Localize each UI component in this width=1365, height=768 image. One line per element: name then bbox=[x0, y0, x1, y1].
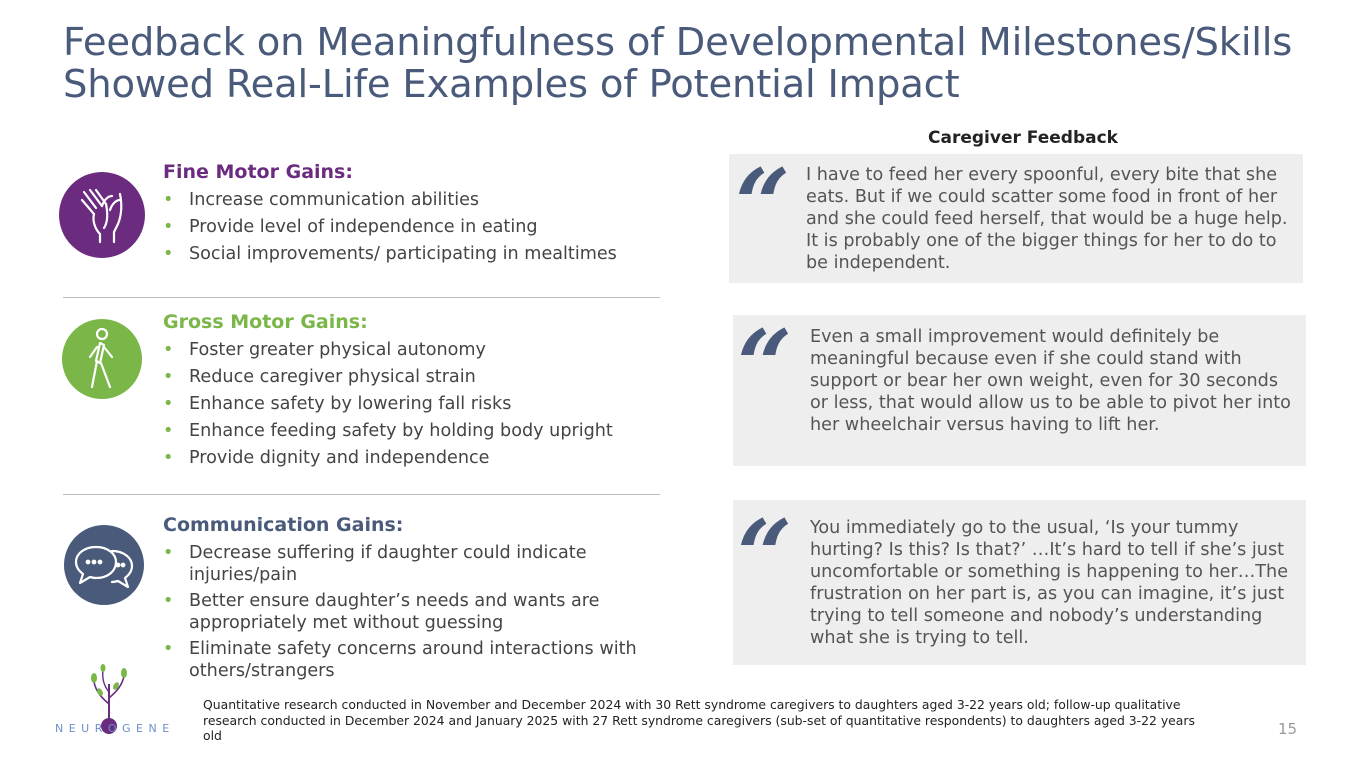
list-item: • Provide dignity and independence bbox=[163, 447, 663, 469]
quote-text: You immediately go to the usual, ‘Is your tummy hurting? Is this? Is that?’ …It’s hard to tell if she’s just uncomfortable or something is happening to her…The frustration on her part is, as you can imagine, it’s just trying to tell someone and nobody’s understanding what she is trying to tell. bbox=[810, 518, 1289, 648]
quote-mark-icon: “ bbox=[737, 499, 793, 612]
divider bbox=[63, 494, 660, 495]
footnote: Quantitative research conducted in November and December 2024 with 30 Rett syndrome caregivers to daughters aged 3-22 years old; follow-up qualitative research conducted in December 2024 and January 2025 with 27 Rett syndrome caregivers (sub-set of quantitative respondents) to daughters aged 3-22 years old bbox=[203, 697, 1195, 743]
list-item: • Increase communication abilities bbox=[163, 189, 663, 211]
logo-wordmark: NEUROGENE bbox=[55, 722, 175, 735]
fine-motor-list bbox=[163, 189, 663, 265]
page-number: 15 bbox=[1278, 720, 1298, 738]
caregiver-feedback-title: Caregiver Feedback bbox=[928, 128, 1118, 148]
quote-mark-icon: “ bbox=[737, 309, 793, 422]
list-item: • Social improvements/ participating in mealtimes bbox=[163, 243, 663, 265]
list-item: • Better ensure daughter’s needs and wants are appropriately met without guessing bbox=[163, 590, 658, 634]
fine-motor-icon-circle bbox=[59, 172, 145, 258]
list-item: • Foster greater physical autonomy bbox=[163, 339, 663, 361]
communication-heading: Communication Gains: bbox=[163, 514, 404, 536]
speech-bubbles-icon bbox=[72, 541, 136, 589]
gross-motor-list bbox=[163, 339, 663, 469]
list-item: • Reduce caregiver physical strain bbox=[163, 366, 663, 388]
quote-text: Even a small improvement would definitely be meaningful because even if she could stand with support or bear her own weight, even for 30 seconds or less, that would allow us to be able to pivot her into her wheelchair versus having to lift her. bbox=[810, 327, 1291, 435]
walking-person-icon bbox=[82, 327, 122, 391]
quote-mark-icon: “ bbox=[735, 148, 791, 261]
fine-motor-heading: Fine Motor Gains: bbox=[163, 161, 353, 183]
list-item: • Enhance feeding safety by holding body upright bbox=[163, 420, 663, 442]
list-item: • Enhance safety by lowering fall risks bbox=[163, 393, 663, 415]
gross-motor-heading: Gross Motor Gains: bbox=[163, 311, 368, 333]
communication-icon-circle bbox=[64, 525, 144, 605]
quote-text: I have to feed her every spoonful, every bite that she eats. But if we could scatter some food in front of her and she could feed herself, that would be a huge help. It is probably one of the bigger things for her to do to be independent. bbox=[806, 165, 1288, 273]
list-item: • Decrease suffering if daughter could indicate injuries/pain bbox=[163, 542, 658, 586]
hands-icon bbox=[74, 184, 130, 246]
list-item: • Provide level of independence in eating bbox=[163, 216, 663, 238]
divider bbox=[63, 297, 660, 298]
communication-list bbox=[163, 542, 658, 682]
gross-motor-icon-circle bbox=[62, 319, 142, 399]
list-item: • Eliminate safety concerns around interactions with others/strangers bbox=[163, 638, 658, 682]
slide-title: Feedback on Meaningfulness of Developmental Milestones/Skills Showed Real-Life Examples of Potential Impact bbox=[63, 20, 1293, 107]
